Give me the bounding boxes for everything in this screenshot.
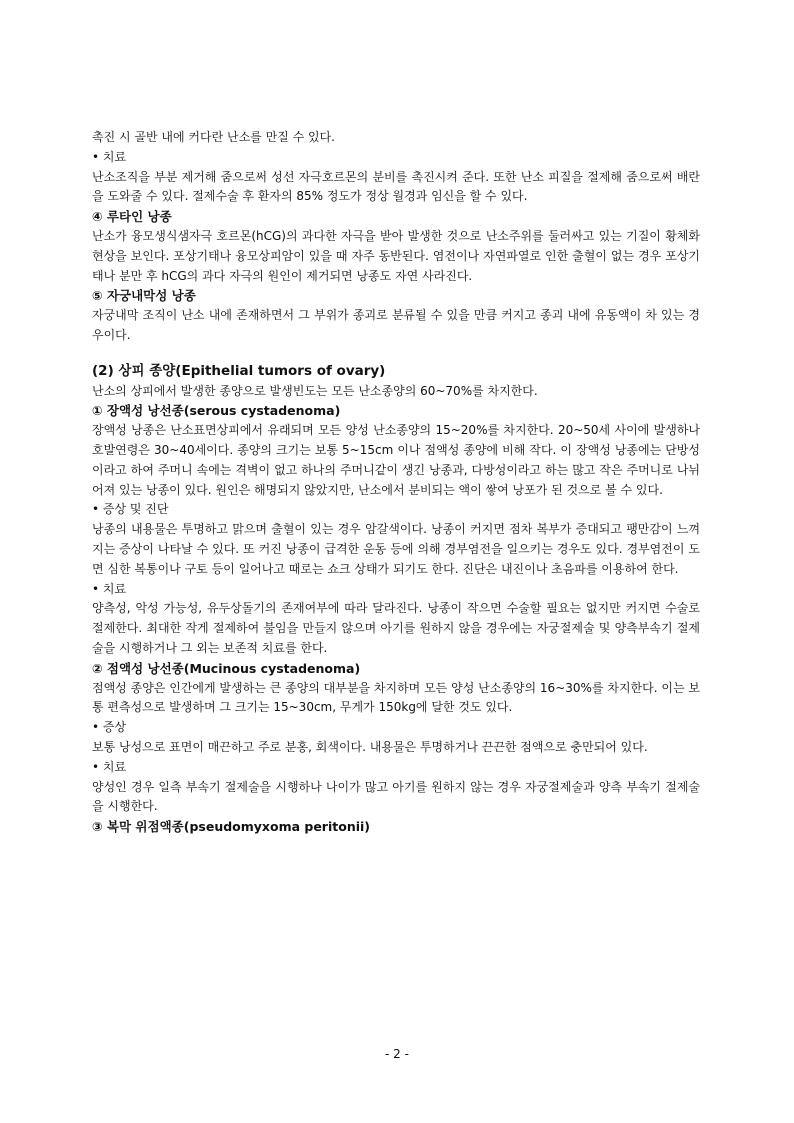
body-text: 난소가 융모생식샘자극 호르몬(hCG)의 과다한 자극을 받아 발생한 것으로 난소주위를 둘러싸고 있는 기질이 황체화현상을 보인다. 포상기태나 융모상피암이 있을 때 자주 동반된다. 염전이나 자연파열로 인한 출혈이 없는 경우 포상기태나 분만 후 hCG의 과다 자극의 원인이 제거되면 낭종도 자연 사라진다. <box>92 228 700 283</box>
bullet-heading: • 치료 <box>92 581 127 596</box>
page-number: - 2 - <box>385 1047 409 1061</box>
blank-line <box>92 346 700 362</box>
body-text: 양성인 경우 일측 부속기 절제술을 시행하나 나이가 많고 아기를 원하지 않는 경우 자궁절제술과 양측 부속기 절제술을 시행한다. <box>92 779 700 814</box>
body-text: 촉진 시 골반 내에 커다란 난소를 만질 수 있다. <box>92 130 335 144</box>
bullet-heading: • 치료 <box>92 759 127 774</box>
body-text: 낭종의 내용물은 투명하고 맑으며 출혈이 있는 경우 암갈색이다. 낭종이 커지면 점차 복부가 증대되고 팽만감이 느껴지는 증상이 나타날 수 있다. 또 커진 낭종이 급격한 운동 등에 의해 경부염전을 일으키는 경우도 있다. 경부염전이 도면 심한 복통이나 구토 등이 일어나고 때로는 쇼크 상태가 되기도 한다. 진단은 내진이나 초음파를 이용하여 한다. <box>92 522 700 576</box>
subheading: ② 점액성 낭선종(Mucinous cystadenoma) <box>92 660 361 676</box>
bullet-heading: • 증상 <box>92 720 127 735</box>
body-text: 장액성 낭종은 난소표면상피에서 유래되며 모든 양성 난소종양의 15~20%를 차지한다. 20~50세 사이에 발생하나 호발연령은 30~40세이다. 종양의 크기는 보통 5~15cm 이나 점액성 종양에 비해 작다. 이 장액성 낭종에는 단방성이라고 하여 주머니 속에는 격벽이 없고 하나의 주머니같이 생긴 낭종과, 다방성이라고 하는 많고 작은 주머니로 나뉘어져 있는 낭종이 있다. 원인은 해명되지 않았지만, 난소에서 분비되는 액이 쌓여 낭포가 된 것으로 볼 수 있다. <box>92 423 700 497</box>
body-text: 난소의 상피에서 발생한 종양으로 발생빈도는 모든 난소종양의 60~70%를 차지한다. <box>92 383 538 398</box>
subheading: ① 장액성 낭선종(serous cystadenoma) <box>92 403 341 419</box>
page-body <box>92 128 700 837</box>
bullet-heading: • 치료 <box>92 149 127 164</box>
bullet-heading: • 증상 및 진단 <box>92 502 169 517</box>
subheading: ④ 루타인 낭종 <box>92 209 172 225</box>
body-text: 보통 낭성으로 표면이 매끈하고 주로 분홍, 회색이다. 내용물은 투명하거나 끈끈한 점액으로 충만되어 있다. <box>92 739 648 754</box>
body-text: 양측성, 악성 가능성, 유두상돌기의 존재여부에 따라 달라진다. 낭종이 작으면 수술할 필요는 없지만 커지면 수술로 절제한다. 최대한 작게 절제하여 불임을 만들지 않으며 아기를 원하지 않을 경우에는 자궁절제술 및 양측부속기 절제술을 시행하거나 그 외는 보존적 치료를 한다. <box>92 601 700 655</box>
body-text: 점액성 종양은 인간에게 발생하는 큰 종양의 대부분을 차지하며 모든 양성 난소종양의 16~30%를 차지한다. 이는 보통 편측성으로 발생하며 그 크기는 15~30cm, 무게가 150kg에 달한 것도 있다. <box>92 680 700 715</box>
body-text: 난소조직을 부분 제거해 줌으로써 성선 자극호르몬의 분비를 촉진시켜 준다. 또한 난소 피질을 절제해 줌으로써 배란을 도와줄 수 있다. 절제수술 후 환자의 85% 정도가 정상 월경과 임신을 할 수 있다. <box>92 169 700 204</box>
section-heading: (2) 상피 종양(Epithelial tumors of ovary) <box>92 362 386 379</box>
subheading: ⑤ 자궁내막성 낭종 <box>92 288 196 304</box>
subheading: ③ 복막 위점액종(pseudomyxoma peritonii) <box>92 819 371 835</box>
body-text: 자궁내막 조직이 난소 내에 존재하면서 그 부위가 종괴로 분류될 수 있을 만큼 커지고 종괴 내에 유동액이 차 있는 경우이다. <box>92 308 700 342</box>
